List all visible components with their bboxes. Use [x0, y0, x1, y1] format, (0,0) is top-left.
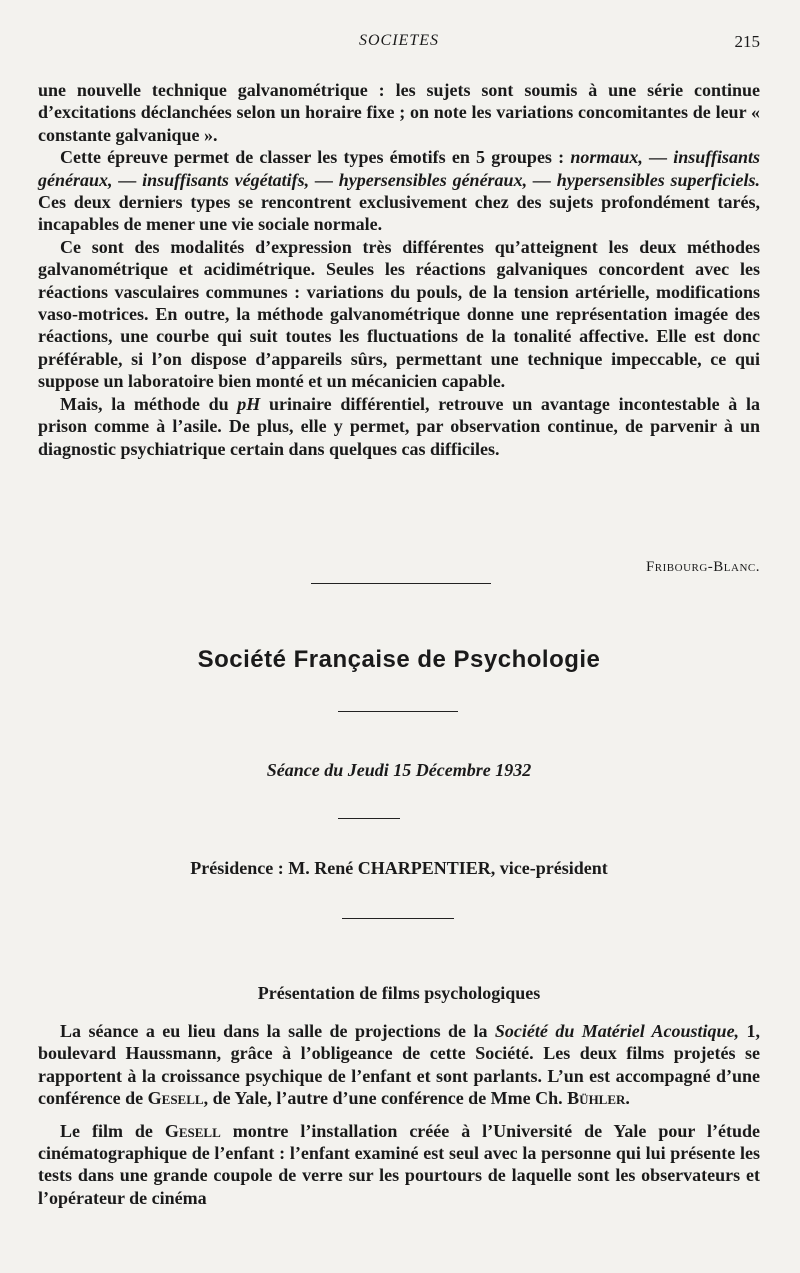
text-run: La séance a eu lieu dans la salle de projections de la: [60, 1021, 495, 1041]
paragraph-gesell-film: [38, 1120, 760, 1210]
films-text-block: [38, 1020, 760, 1209]
text-run: Cette épreuve permet de classer les types émotifs en 5 groupes :: [60, 147, 571, 168]
top-text-block: [38, 79, 760, 460]
section-heading: Présentation de films psychologiques: [257, 983, 541, 1003]
presidence-line: Présidence : M. René CHARPENTIER, vice-président: [190, 858, 608, 878]
running-head: [38, 30, 760, 54]
paragraph-films-session: [38, 1020, 760, 1110]
paragraph-emotive-types: [38, 146, 760, 236]
paragraph-methods-comparison: Ce sont des modalités d’expression très différentes qu’atteignent les deux méthodes galvanométrique et acidimétrique. Seules les réactions galvaniques concordent avec les réactions vasculaires communes : variations du pouls, de la tension artérielle, modifications vaso-motrices. En outre, la méthode galvanométrique donne une représentation imagée des réactions, une courbe qui suit toutes les fluctuations de la tonalité affective. Elle est donc préférable, si l’on dispose d’appareils sûrs, permettant une technique impeccable, ce qui suppose un laboratoire bien monté et un mécanicien capable.: [38, 236, 760, 392]
text-run: Ces deux derniers types se rencontrent exclusivement chez des sujets profondément tarés, incapables de mener une vie sociale normale.: [38, 192, 760, 235]
author-name: Bühler: [567, 1088, 626, 1109]
presidence-underline: [342, 918, 454, 919]
author-signature: Fribourg-Blanc.: [645, 559, 760, 575]
text-run: urinaire différentiel, retrouve un avantage incontestable à la prison comme à l’asile. De plus, elle y permet, par observation continue, de parvenir à un diagnostic psychiatrique certain dans quelques cas difficiles.: [38, 393, 760, 459]
text-run: , de Yale, l’autre d’une conférence de Mme Ch.: [203, 1088, 568, 1109]
title-underline: [338, 711, 458, 712]
author-name: Gesell: [147, 1088, 204, 1109]
paragraph-ph-method: [38, 393, 760, 460]
section-divider: [311, 583, 491, 584]
society-title: Société Française de Psychologie: [197, 646, 601, 673]
text-run: 1, boulevard Haussmann, grâce à l’obligeance de cette Société. Les deux films projetés se rapportent à la croissance psychique de l’enfant et sont parlants. L’un est accompagné d’une conférence de: [38, 1021, 760, 1109]
running-title: SOCIETES: [359, 32, 439, 49]
session-date: Séance du Jeudi 15 Décembre 1932: [266, 760, 532, 780]
date-underline: [338, 818, 400, 819]
page: [38, 0, 760, 1273]
text-run: .: [625, 1088, 630, 1109]
text-run: Mais, la méthode du: [60, 393, 238, 414]
page-number: 215: [734, 32, 760, 51]
text-run: Le film de: [60, 1120, 165, 1141]
author-name: Gesell: [164, 1120, 221, 1141]
text-run: montre l’installation créée à l’Université de Yale pour l’étude cinématographique de l’enfant : l’enfant examiné est seul avec la personne qui lui présente les tests dans une grande coupole de verre sur les pourtours de laquelle sont les observateurs et l’opérateur de cinéma: [38, 1120, 760, 1208]
ph-term: pH: [237, 393, 261, 414]
emotive-types-list: normaux, — insuffisants généraux, — insuffisants végétatifs, — hypersensibles généraux, — hypersensibles superficiels.: [38, 147, 760, 190]
society-name: Société du Matériel Acoustique,: [494, 1021, 740, 1041]
paragraph-galvanometric-technique: une nouvelle technique galvanométrique : les sujets sont soumis à une série continue d’excitations déclanchées selon un horaire fixe ; on note les variations concomitantes de leur « constante galvanique ».: [38, 80, 760, 145]
